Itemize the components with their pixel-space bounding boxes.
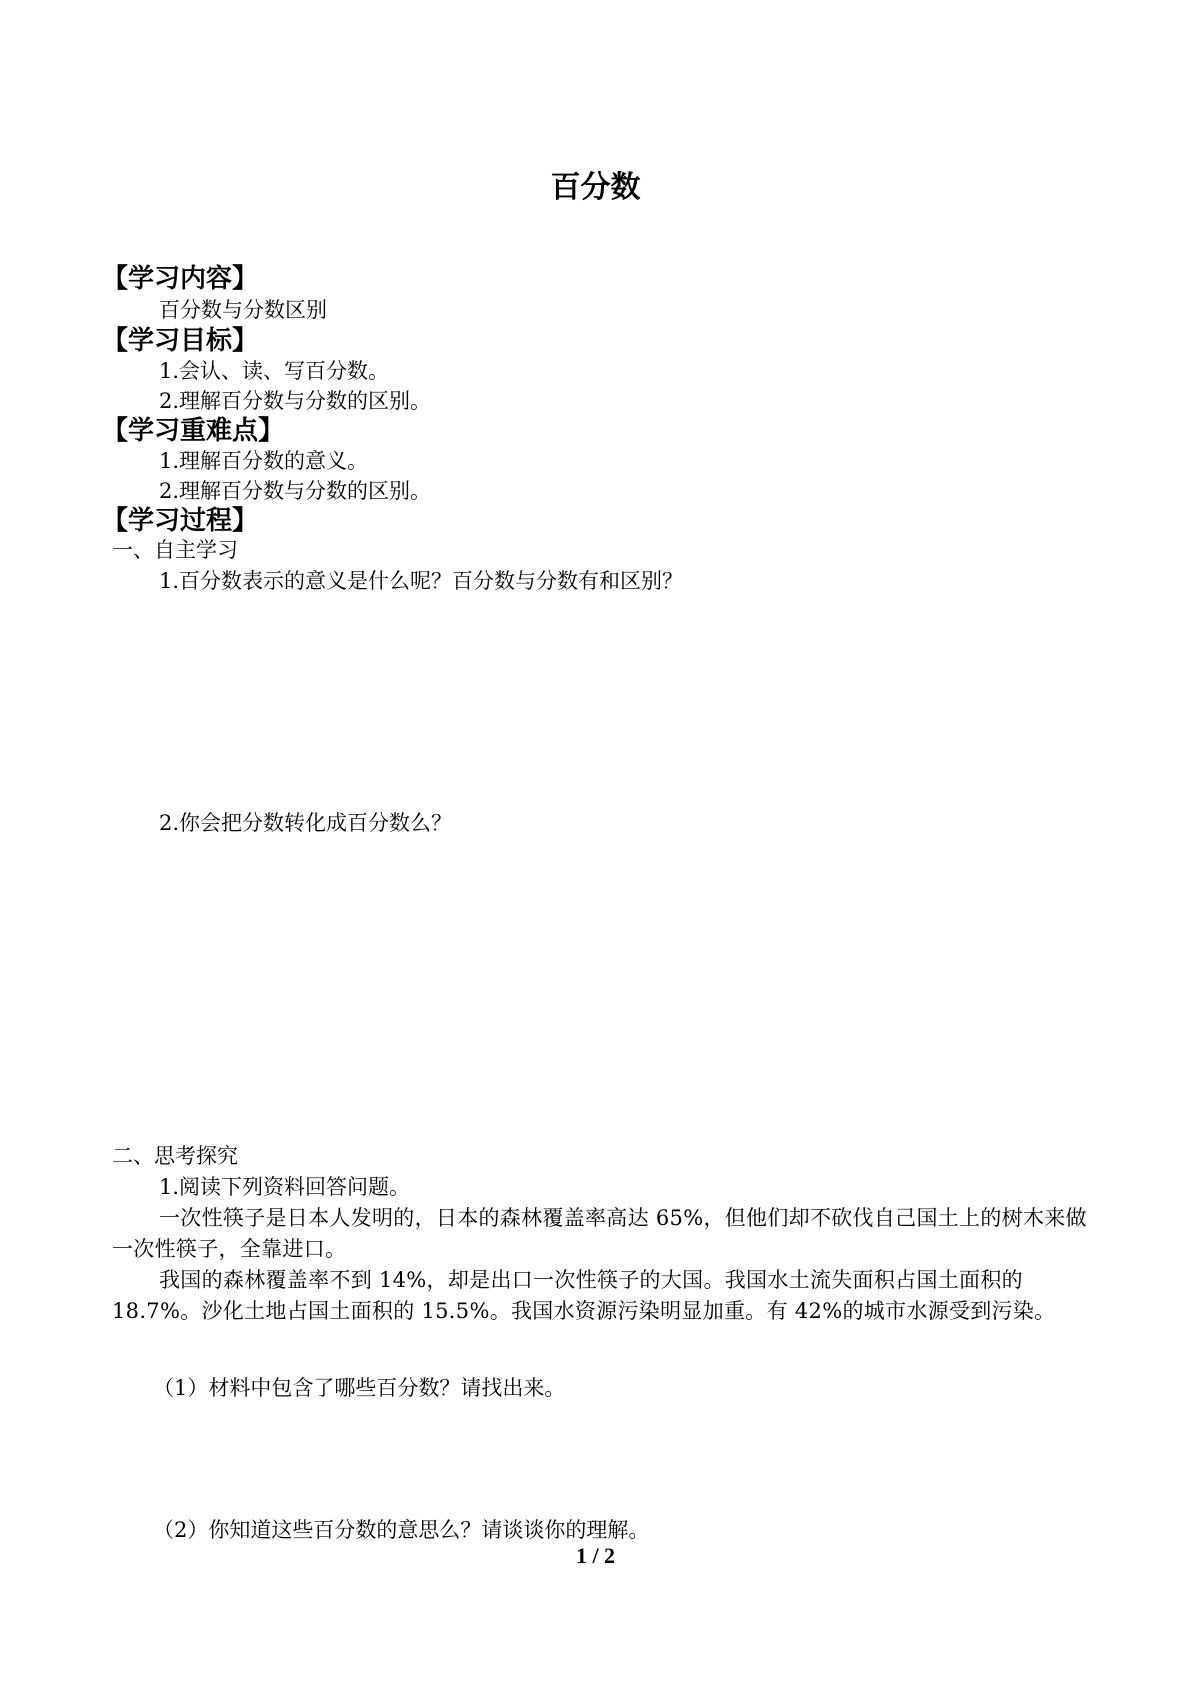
page-indicator: 1 / 2 bbox=[575, 1543, 616, 1568]
key-point-item: 2.理解百分数与分数的区别。 bbox=[159, 479, 432, 503]
goal-item: 2.理解百分数与分数的区别。 bbox=[159, 389, 432, 413]
part2-question-1: 1.阅读下列资料回答问题。 bbox=[159, 1175, 411, 1199]
document-title: 百分数 bbox=[550, 170, 641, 205]
key-point-item: 1.理解百分数的意义。 bbox=[159, 449, 369, 473]
learning-content-text: 百分数与分数区别 bbox=[159, 298, 327, 322]
part1-question-2: 2.你会把分数转化成百分数么？ bbox=[159, 811, 453, 835]
part1-heading: 一、自主学习 bbox=[112, 538, 238, 562]
heading-key-points: 【学习重难点】 bbox=[102, 416, 285, 446]
heading-learning-goals: 【学习目标】 bbox=[102, 326, 259, 356]
part2-subquestion-1: （1）材料中包含了哪些百分数？请找出来。 bbox=[153, 1376, 566, 1400]
heading-learning-process: 【学习过程】 bbox=[102, 506, 259, 536]
reading-paragraph-1: 一次性筷子是日本人发明的，日本的森林覆盖率高达 65%，但他们却不砍伐自己国土上的树木来做一次性筷子，全靠进口。 bbox=[112, 1206, 1087, 1261]
heading-learning-content: 【学习内容】 bbox=[102, 264, 259, 294]
reading-paragraph-2: 我国的森林覆盖率不到 14%，却是出口一次性筷子的大国。我国水土流失面积占国土面积的 18.7%。沙化土地占国土面积的 15.5%。我国水资源污染明显加重。有 42%的城市水源受到污染。 bbox=[112, 1268, 1056, 1323]
part1-question-1: 1.百分数表示的意义是什么呢？百分数与分数有和区别？ bbox=[159, 569, 684, 593]
part2-heading: 二、思考探究 bbox=[112, 1144, 238, 1168]
goal-item: 1.会认、读、写百分数。 bbox=[159, 359, 390, 383]
part2-subquestion-2: （2）你知道这些百分数的意思么？请谈谈你的理解。 bbox=[153, 1518, 650, 1542]
